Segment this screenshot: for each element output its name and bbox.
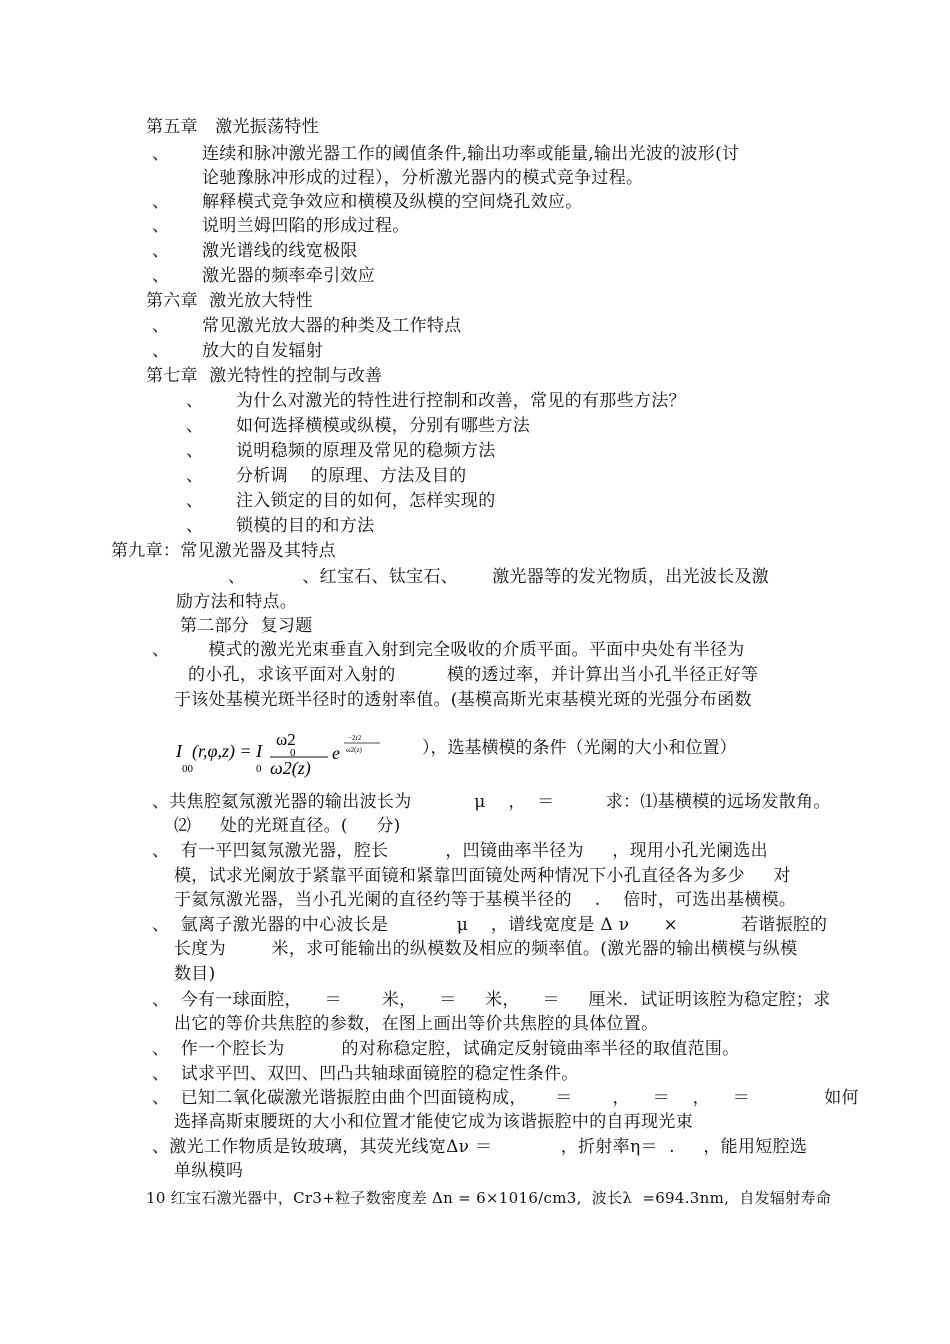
- formula-e: e: [332, 743, 340, 763]
- q5-line2: 出它的等价共焦腔的参数，在图上画出等价共焦腔的具体位置。: [174, 1014, 659, 1034]
- q5-line1: 、 今有一球面腔， ＝ 米， ＝ 米， ＝ 厘米．试证明该腔为稳定腔；求: [152, 990, 831, 1010]
- q8-line2: 选择高斯束腰斑的大小和位置才能使它成为该谐振腔中的自再现光束: [174, 1112, 693, 1132]
- q3-line3: 于氦氖激光器，当小孔光阑的直径约等于基模半径的 . 倍时，可选出基横模。: [174, 890, 797, 910]
- ch7-item5: 注入锁定的目的如何，怎样实现的: [236, 491, 496, 511]
- q9-line2: 单纵模吗: [174, 1161, 244, 1181]
- chapter5-title: 第五章 激光振荡特性: [146, 117, 319, 137]
- ch5-item5: 激光器的频率牵引效应: [202, 266, 375, 286]
- ch5-item2: 解释模式竞争效应和横模及纵模的空间烧孔效应。: [202, 192, 583, 212]
- q3-line1: 、 有一平凹氦氖激光器，腔长 ，凹镜曲率半径为 ，现用小孔光阑选出: [152, 841, 768, 861]
- ch7-item2: 如何选择横模或纵模，分别有哪些方法: [236, 416, 531, 436]
- q1-line3: 于该处基模光斑半径时的透射率值。(基模高斯光束基模光斑的光强分布函数: [174, 690, 752, 710]
- formula-sub0: 0: [256, 763, 262, 775]
- formula-exp-num: −2r2: [348, 734, 362, 742]
- formula-den: ω2(z): [270, 758, 311, 778]
- formula-args: (r,φ,z) = I: [192, 741, 263, 761]
- ch5-item3: 说明兰姆凹陷的形成过程。: [202, 216, 410, 236]
- formula-num-sub: 0: [290, 747, 296, 759]
- list-marker: 、: [186, 391, 203, 411]
- q2-line2: ⑵ 处的光斑直径。( 分): [174, 816, 401, 836]
- q2-line1: 、共焦腔氦氖激光器的输出波长为 μ ， ＝ 求：⑴基横模的远场发散角。: [152, 792, 831, 812]
- formula-num: ω2: [276, 730, 296, 749]
- list-marker: 、: [186, 466, 203, 486]
- ch6-item1: 常见激光放大器的种类及工作特点: [202, 316, 462, 336]
- ch7-item6: 锁模的目的和方法: [236, 516, 375, 536]
- q1-line2: 的小孔，求该平面对入射的 模的透过率，并计算出当小孔半径正好等: [188, 665, 759, 685]
- chapter6-title: 第六章 激光放大特性: [146, 291, 314, 311]
- q4-line1: 、 氩离子激光器的中心波长是 μ ，谱线宽度是 Δ ν × 若谐振腔的: [152, 915, 828, 935]
- q1-line1: 模式的激光光束垂直入射到完全吸收的介质平面。平面中央处有半径为: [174, 640, 745, 660]
- list-marker: 、: [152, 640, 169, 660]
- ch6-item2: 放大的自发辐射: [202, 341, 324, 361]
- ch5-item4: 激光谱线的线宽极限: [202, 241, 358, 261]
- list-marker: 、: [186, 491, 203, 511]
- ch7-item4: 分析调 的原理、方法及目的: [236, 466, 467, 486]
- q4-line3: 数目): [174, 964, 216, 984]
- chapter7-title: 第七章 激光特性的控制与改善: [146, 366, 383, 386]
- list-marker: 、: [152, 241, 169, 261]
- list-marker: 、: [186, 516, 203, 536]
- ch7-item1: 为什么对激光的特性进行控制和改善，常见的有那些方法？: [236, 391, 686, 411]
- list-marker: 、: [186, 441, 203, 461]
- q3-line2: 模，试求光阑放于紧靠平面镜和紧靠凹面镜处两种情况下小孔直径各为多少 对: [174, 866, 791, 886]
- ch5-item1-line1: 连续和脉冲激光器工作的阈值条件,输出功率或能量,输出光波的波形(讨: [202, 144, 740, 164]
- formula-sub00: 00: [182, 763, 193, 775]
- list-marker: 、: [152, 341, 169, 361]
- list-marker: 、: [152, 266, 169, 286]
- ch7-item3: 说明稳频的原理及常见的稳频方法: [236, 441, 496, 461]
- q6-line1: 、 作一个腔长为 的对称稳定腔，试确定反射镜曲率半径的取值范围。: [152, 1039, 740, 1059]
- ch9-line2: 励方法和特点。: [176, 592, 298, 612]
- ch5-item1-line2: 论驰豫脉冲形成的过程），分析激光器内的模式竞争过程。: [202, 168, 644, 188]
- q7-line1: 、 试求平凹、双凹、凹凸共轴球面镜腔的稳定性条件。: [152, 1064, 579, 1084]
- list-marker: 、: [152, 316, 169, 336]
- q4-line2: 长度为 米，求可能输出的纵模数及相应的频率值。(激光器的输出横模与纵模: [174, 939, 798, 959]
- ch9-line1: 、 、红宝石、钛宝石、 激光器等的发光物质，出光波长及激: [228, 567, 770, 587]
- formula-I: I: [176, 741, 182, 761]
- intensity-formula: [176, 728, 876, 784]
- q9-line1: 、激光工作物质是钕玻璃，其荧光线宽Δν ＝ ，折射率η＝ . ，能用短腔选: [152, 1137, 808, 1157]
- q1-formula-tail: ），选基横模的条件（光阑的大小和位置）: [422, 738, 737, 758]
- list-marker: 、: [186, 416, 203, 436]
- q8-line1: 、 已知二氧化碳激光谐振腔由曲个凹面镜构成， ＝ ， ＝ ， ＝ 如何: [152, 1088, 859, 1108]
- formula-exp-den: ω2(z): [346, 746, 362, 754]
- chapter9-title: 第九章：常见激光器及其特点: [111, 541, 336, 561]
- list-marker: 、: [152, 192, 169, 212]
- part2-title: 第二部分 复习题: [180, 616, 313, 636]
- list-marker: 、: [152, 216, 169, 236]
- list-marker: 、: [152, 144, 169, 164]
- q10-line1: 10 红宝石激光器中，Cr3+粒子数密度差 Δn = 6×1016/cm3, 波长λ =694.3nm, 自发辐射寿命: [146, 1189, 832, 1207]
